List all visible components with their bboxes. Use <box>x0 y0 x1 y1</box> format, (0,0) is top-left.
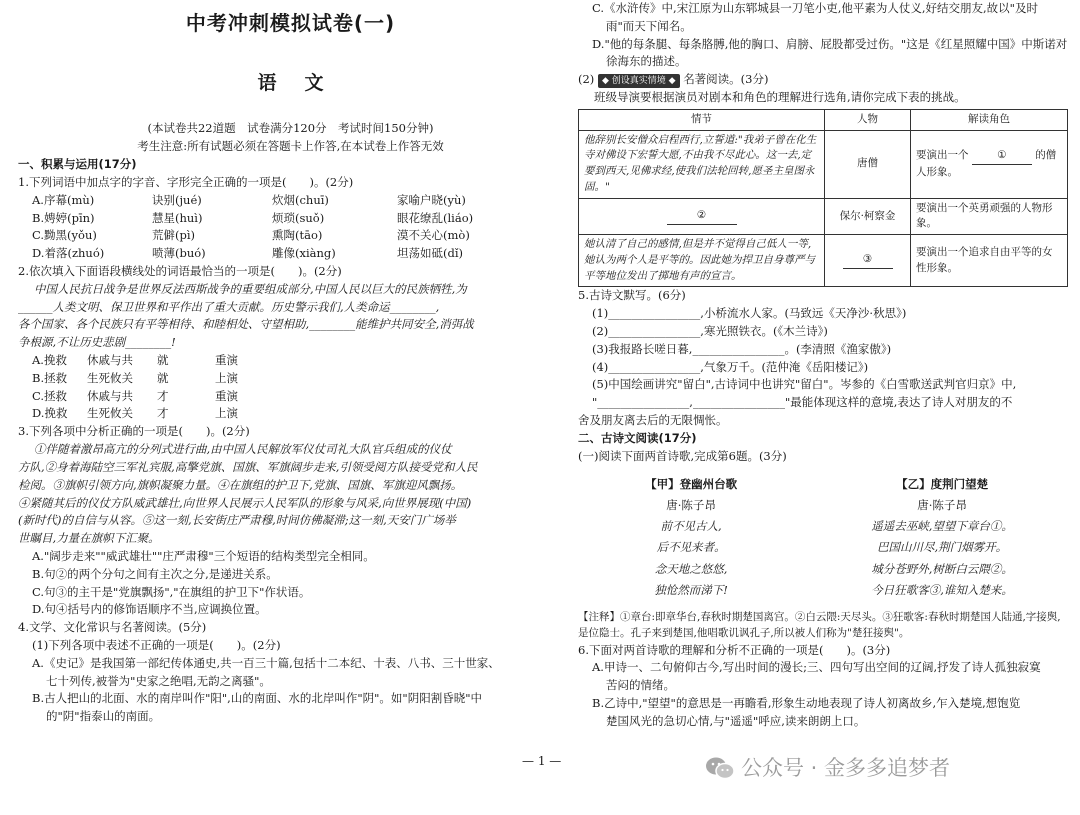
poem-b-author: 唐·陈子昂 <box>917 497 967 512</box>
q2-cell: 上演 <box>215 406 238 421</box>
q2-cell: 就 <box>157 370 169 385</box>
poem-a-title: 【甲】登幽州台歌 <box>645 476 738 491</box>
q1-cell: 熏陶(tāo) <box>272 228 323 243</box>
table-cell-person: 保尔·柯察金 <box>825 198 911 235</box>
context-tag: ◆ 创设真实情境 ◆ <box>598 74 680 88</box>
exam-notice: 考生注意:所有试题必须在答题卡上作答,在本试卷上作答无效 <box>137 139 444 154</box>
q2-cell: 就 <box>157 353 169 367</box>
poem-line: 今日狂歌客③,谁知入楚来。 <box>871 582 1013 597</box>
right-column <box>578 0 1080 731</box>
q5-line: "________________,________________"最能体现这样的意境,表达了诗人对朋友的不 <box>592 395 1013 410</box>
poem-line: 前不见古人, <box>660 519 722 534</box>
q2-cell: A.挽救 <box>32 353 67 367</box>
q3-passage-line: 世瞩目,力量在旗帜下汇聚。 <box>18 531 160 546</box>
q1-cell: 家喻户晓(yù) <box>397 192 466 207</box>
table-cell-role: 要演出一个英勇顽强的人物形象。 <box>911 198 1068 235</box>
table-header: 情节 <box>579 109 825 130</box>
q5-line: (5)中国绘画讲究"留白",古诗词中也讲究"留白"。岑参的《白雪歌送武判官归京》中, <box>592 377 1017 392</box>
table-cell-plot: 他辞别长安僧众启程西行,立誓道:"我弟子曾在化生寺对佛设下宏誓大愿,不由我不尽此心。这一去,定要到西天,见佛求经,使我们法轮回转,愿圣主皇图永固。" <box>579 130 825 198</box>
q5-line: (3)我报路长嗟日暮,________________。(李清照《渔家傲》) <box>592 341 892 356</box>
exam-info: (本试卷共22道题 试卷满分120分 考试时间150分钟) <box>147 121 434 136</box>
watermark-text: 公众号 · 金多多追梦者 <box>741 756 951 780</box>
q4-sub2-intro: 班级导演要根据演员对剧本和角色的理解进行选角,请你完成下表的挑战。 <box>594 90 966 105</box>
table-header: 人物 <box>825 109 911 130</box>
q2-cell: 休戚与共 <box>87 353 133 367</box>
q2-option-a <box>18 352 563 370</box>
q3-passage-line: (新时代)的自信与从容。⑤这一刻,长安街庄严肃穆,时间仿佛凝滞;这一刻,天安门广场举 <box>18 513 456 528</box>
poem-line: 遥遥去巫峡,望望下章台①。 <box>871 519 1013 534</box>
q4-option-a-line: 七十列传,被誉为"史家之绝唱,无韵之离骚"。 <box>46 673 271 688</box>
q1-row-a <box>18 192 563 210</box>
poem-line: 念天地之悠悠, <box>654 561 728 576</box>
q2-cell: D.挽救 <box>32 406 68 421</box>
q5-line: (1)________________,小桥流水人家。(马致远《天净沙·秋思》) <box>592 306 907 321</box>
q2-passage <box>18 281 563 352</box>
q1-cell: A.序幕(mù) <box>32 192 95 207</box>
section-1-heading: 一、积累与运用(17分) <box>18 157 137 172</box>
poem-a <box>645 474 737 602</box>
q2-cell: 才 <box>157 388 169 403</box>
q4-sub1: (1)下列各项中表述不正确的一项是( )。(2分) <box>32 638 281 652</box>
q3-option-d: D.句④括号内的修饰语顺序不当,应调换位置。 <box>32 602 267 617</box>
table-row <box>579 198 1068 235</box>
q1-cell: 眼花缭乱(liáo) <box>397 210 474 225</box>
q1-cell: 诀别(jué) <box>152 192 202 207</box>
q4-stem: 4.文学、文化常识与名著阅读。(5分) <box>18 620 207 635</box>
q6-option-a-line: A.甲诗一、二句俯仰古今,写出时间的漫长;三、四句写出空间的辽阔,抒发了诗人孤独寂寞 <box>592 660 1041 675</box>
q1-cell: B.娉婷(pīn) <box>32 210 95 225</box>
q3-passage <box>18 441 563 548</box>
table-cell-person: 唐僧 <box>825 130 911 198</box>
q2-option-b <box>18 370 563 388</box>
q1-cell: 炊烟(chuī) <box>272 192 329 207</box>
q2-cell: 上演 <box>215 370 238 385</box>
table-row <box>579 235 1068 287</box>
q2-cell: 生死攸关 <box>87 370 133 385</box>
q5-line: 舍及朋友离去后的无限惆怅。 <box>578 413 728 428</box>
q3-option-c: C.句③的主干是"党旗飘扬","在旗组的护卫下"作状语。 <box>32 584 311 599</box>
q4-sub2 <box>578 71 1080 89</box>
q1-options <box>18 192 563 263</box>
q1-cell: C.黝黑(yǒu) <box>32 228 97 243</box>
q5-line: (2)________________,寒光照铁衣。(《木兰诗》) <box>592 324 828 338</box>
q2-cell: 重演 <box>215 353 238 367</box>
role-text: 要演出一个 <box>916 148 969 161</box>
poem-line: 巴国山川尽,荆门烟雾开。 <box>877 540 1008 555</box>
page-number: — 1 — <box>522 754 562 768</box>
casting-table <box>578 109 1068 288</box>
q5-line: (4)________________,气象万千。(范仲淹《岳阳楼记》) <box>592 359 869 374</box>
q2-cell: 生死攸关 <box>87 406 133 421</box>
q3-passage-line: 检阅。③旗帜引领方向,旗帜凝聚力量。④在旗组的护卫下,党旗、国旗、军旗迎风飘扬。 <box>18 477 463 492</box>
q1-row-d <box>18 245 563 263</box>
annotation-line: 【注释】①章台:即章华台,春秋时期楚国离宫。②白云隈:天尽头。③狂歌客:春秋时期楚国人陆通,字接舆, <box>578 611 1061 624</box>
answer-blank-1[interactable]: ① <box>972 148 1032 165</box>
table-cell-role <box>911 130 1068 198</box>
q4-option-d-line: 徐海东的描述。 <box>606 54 687 69</box>
table-row <box>579 130 1068 198</box>
q3-option-b: B.句②的两个分句之间有主次之分,是递进关系。 <box>32 566 278 581</box>
q2-stem: 2.依次填入下面语段横线处的词语最恰当的一项是( )。(2分) <box>18 263 342 278</box>
q5-stem: 5.古诗文默写。(6分) <box>578 288 686 303</box>
table-header-row <box>579 109 1068 130</box>
q2-passage-line: 争根源,不让历史悲剧________! <box>18 335 176 350</box>
q4-sub2-prefix: (2) <box>578 72 595 87</box>
table-header: 解读角色 <box>911 109 1068 130</box>
table-cell-person <box>825 235 911 287</box>
poem-line: 独怆然而涕下! <box>654 582 728 597</box>
left-column <box>18 0 563 726</box>
q1-cell: 荒僻(pì) <box>152 228 196 243</box>
subsection-a: (一)阅读下面两首诗歌,完成第6题。(3分) <box>578 448 787 463</box>
q4-option-b-line: B.古人把山的北面、水的南岸叫作"阳",山的南面、水的北岸叫作"阴"。如"阴阳割昏晓"中 <box>32 691 482 706</box>
q1-cell: 慧星(huì) <box>152 210 203 225</box>
poems <box>578 474 1080 602</box>
q1-cell: 坦荡如砥(dǐ) <box>397 246 464 261</box>
q4-option-d-line: D."他的每条腿、每条胳膊,他的胸口、肩膀、屁股都受过伤。"这是《红星照耀中国》中斯诺对 <box>592 36 1068 51</box>
answer-blank-3[interactable]: ③ <box>843 252 893 269</box>
poem-line: 城分苍野外,树断白云隈②。 <box>871 561 1013 576</box>
q3-option-a: A."阔步走来""威武雄壮""庄严肃穆"三个短语的结构类型完全相同。 <box>32 548 375 563</box>
table-cell-plot <box>579 198 825 235</box>
exam-title: 中考冲刺模拟试卷(一) <box>185 11 396 35</box>
table-cell-plot: 她认清了自己的感情,但是并不觉得自己低人一等,她认为两个人是平等的。因此她为捍卫自身尊严与平等地位发出了掷地有声的宣言。 <box>579 235 825 287</box>
poem-a-author: 唐·陈子昂 <box>666 497 716 512</box>
q2-option-d <box>18 405 563 423</box>
q2-option-c <box>18 388 563 406</box>
q1-cell: D.着落(zhuó) <box>32 246 105 261</box>
answer-blank-2[interactable]: ② <box>667 208 737 225</box>
q6-stem: 6.下面对两首诗歌的理解和分析不正确的一项是( )。(3分) <box>578 642 891 657</box>
wechat-icon <box>705 755 735 781</box>
q2-cell: 才 <box>157 406 169 421</box>
q4-option-c-line: 雨"而天下闻名。 <box>606 18 692 33</box>
q1-cell: 漠不关心(mò) <box>397 228 470 243</box>
q3-passage-line: ①伴随着激昂高亢的分列式进行曲,由中国人民解放军仪仗司礼大队官兵组成的仪仗 <box>34 442 452 457</box>
poem-b <box>871 474 1013 602</box>
q4-sub2-suffix: 名著阅读。(3分) <box>683 72 769 87</box>
q1-cell: 烦琐(suǒ) <box>272 210 325 225</box>
q1-row-b <box>18 210 563 228</box>
q3-passage-line: ④紧随其后的仪仗方队威武雄壮,向世界人民展示人民军队的形象与风采,向世界展现(中国) <box>18 495 472 510</box>
q2-cell: 重演 <box>215 388 238 403</box>
q2-cell: C.拯救 <box>32 388 68 403</box>
watermark <box>705 752 950 785</box>
poem-b-title: 【乙】度荆门望楚 <box>896 476 989 491</box>
q1-stem: 1.下列词语中加点字的字音、字形完全正确的一项是( )。(2分) <box>18 174 354 189</box>
subject-title: 语文 <box>257 72 352 94</box>
role-text: 的僧人形象。 <box>916 148 1057 178</box>
q1-row-c <box>18 227 563 245</box>
q2-cell: 休戚与共 <box>87 388 133 403</box>
q4-option-c-line: C.《水浒传》中,宋江原为山东郓城县一刀笔小吏,他平素为人仗义,好结交朋友,故以"及时 <box>592 1 1038 15</box>
poem-line: 后不见来者。 <box>656 540 726 555</box>
q6-option-a-line: 苦闷的情绪。 <box>606 678 675 693</box>
q4-option-a-line: A.《史记》是我国第一部纪传体通史,共一百三十篇,包括十二本纪、十表、八书、三十世家、 <box>32 655 500 670</box>
annotation-line: 是位隐士。孔子来到楚国,他唱歌讥讽孔子,所以被人们称为"楚狂接舆"。 <box>578 627 910 640</box>
q6-option-b-line: 楚国风光的急切心情,与"遥遥"呼应,读来朗朗上口。 <box>606 713 866 728</box>
q3-stem: 3.下列各项中分析正确的一项是( )。(2分) <box>18 424 250 439</box>
q1-cell: 喷薄(buó) <box>152 246 206 261</box>
q2-cell: B.拯救 <box>32 370 68 385</box>
q2-passage-line: 中国人民抗日战争是世界反法西斯战争的重要组成部分,中国人民以巨大的民族牺牲,为 <box>34 281 467 296</box>
q4-option-b-line: 的"阴"指泰山的南面。 <box>46 709 161 724</box>
q2-passage-line: 各个国家、各个民族只有平等相待、和睦相处、守望相助,________能维护共同安全,消弭战 <box>18 317 474 332</box>
q2-options <box>18 352 563 423</box>
table-cell-role: 要演出一个追求自由平等的女性形象。 <box>911 235 1068 287</box>
section-2-heading: 二、古诗文阅读(17分) <box>578 430 697 445</box>
q6-option-b-line: B.乙诗中,"望望"的意思是一再瞻看,形象生动地表现了诗人初离故乡,乍入楚境,想饱览 <box>592 696 1021 711</box>
q1-cell: 雕像(xiàng) <box>272 246 336 261</box>
q3-passage-line: 方队,②身着海陆空三军礼宾服,高擎党旗、国旗、军旗阔步走来,引领受阅方队接受党和人民 <box>18 459 478 474</box>
q2-passage-line: ______人类文明、保卫世界和平作出了重大贡献。历史警示我们,人类命运________, <box>18 299 440 314</box>
